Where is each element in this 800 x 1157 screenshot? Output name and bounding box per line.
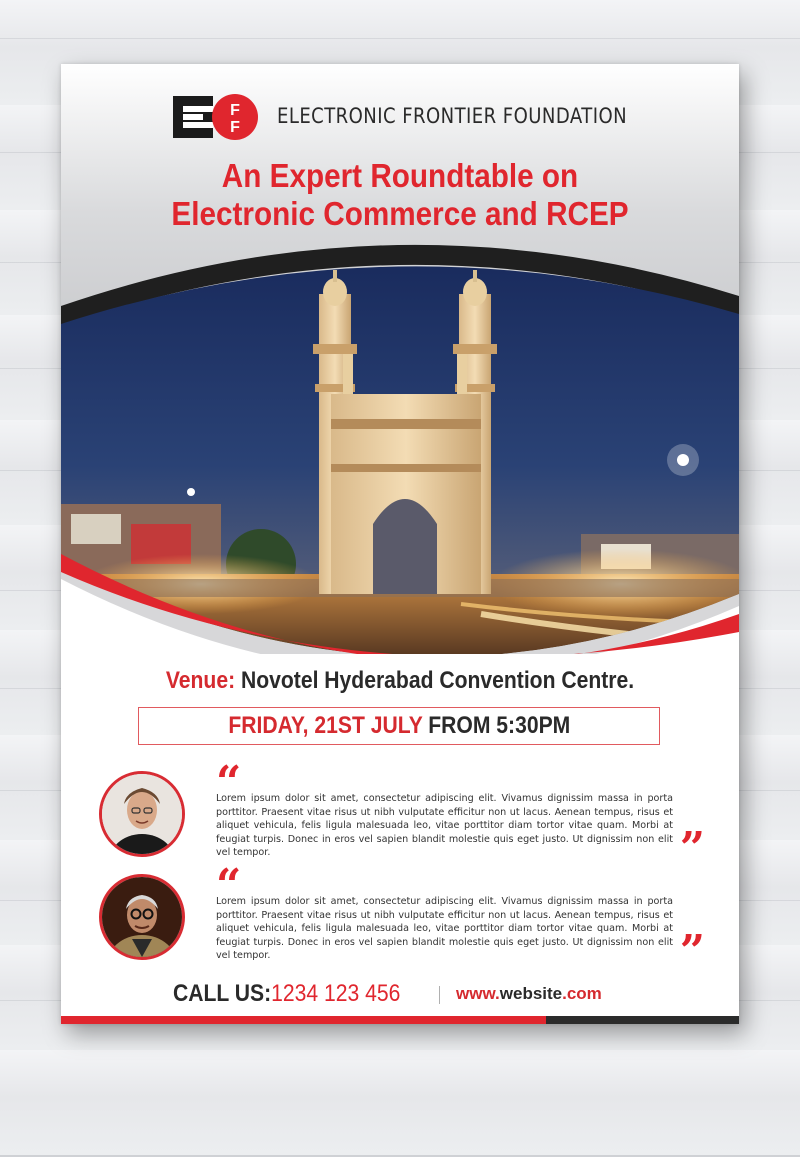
- charminar-photo: [61, 234, 739, 654]
- eff-logo-icon: [173, 94, 261, 140]
- open-quote-icon: “: [216, 757, 242, 808]
- footer-divider: [439, 986, 440, 1004]
- website-prefix: www.: [456, 984, 500, 1003]
- speaker-2-avatar: [99, 874, 185, 960]
- speaker-2: [99, 860, 709, 977]
- speaker-1: [99, 757, 709, 874]
- svg-text:F: F: [230, 119, 240, 136]
- headline-line-1: An Expert Roundtable on: [221, 157, 579, 194]
- call-us: [173, 980, 400, 1008]
- event-date: FRIDAY, 21ST JULY: [228, 712, 423, 739]
- venue-line: [102, 667, 699, 695]
- organization-name: ELECTRONIC FRONTIER FOUNDATION: [277, 104, 628, 128]
- open-quote-icon: “: [216, 860, 242, 911]
- event-time: FROM 5:30PM: [427, 712, 570, 739]
- person-icon: [102, 877, 182, 957]
- date-box: [138, 707, 660, 745]
- svg-text:F: F: [230, 102, 240, 119]
- event-flyer: [61, 64, 739, 1024]
- website-suffix: .com: [562, 984, 602, 1003]
- call-label: CALL US:: [173, 980, 272, 1007]
- person-icon: [102, 774, 182, 854]
- event-headline: [95, 157, 705, 233]
- close-quote-icon: ”: [679, 823, 705, 874]
- speaker-1-avatar: [99, 771, 185, 857]
- close-quote-icon: ”: [679, 926, 705, 977]
- speaker-1-bio: Lorem ipsum dolor sit amet, consectetur adipiscing elit. Vivamus dignissim massa in porta porttitor. Praesent vitae risus ut nibh vulputate efficitur non ut lacus. Aenean tempus, risus et aliquet vehicula, felis ligula malesuada leo, vitae porttitor diam tortor vitae quam. Morbi at feugiat turpis. Donec in eros vel sapien blandit molestie quis eget justo. Ut dignissim non elit vel tempor.: [216, 793, 673, 859]
- headline-line-2: Electronic Commerce and RCEP: [171, 195, 629, 232]
- phone-number[interactable]: 1234 123 456: [271, 980, 401, 1007]
- venue-label: Venue:: [165, 667, 236, 694]
- bottom-color-bar: [61, 1016, 739, 1024]
- website-link[interactable]: [456, 984, 602, 1004]
- website-name: website: [499, 984, 563, 1003]
- speaker-2-bio: Lorem ipsum dolor sit amet, consectetur adipiscing elit. Vivamus dignissim massa in porta porttitor. Praesent vitae risus ut nibh vulputate efficitur non ut lacus. Aenean tempus, risus et aliquet vehicula, felis ligula malesuada leo, vitae porttitor diam tortor vitae quam. Morbi at feugiat turpis. Donec in eros vel sapien blandit molestie quis eget justo. Ut dignissim non elit vel tempor.: [216, 896, 673, 962]
- contact-footer: [61, 980, 739, 1010]
- venue-name: Novotel Hyderabad Convention Centre.: [240, 667, 635, 694]
